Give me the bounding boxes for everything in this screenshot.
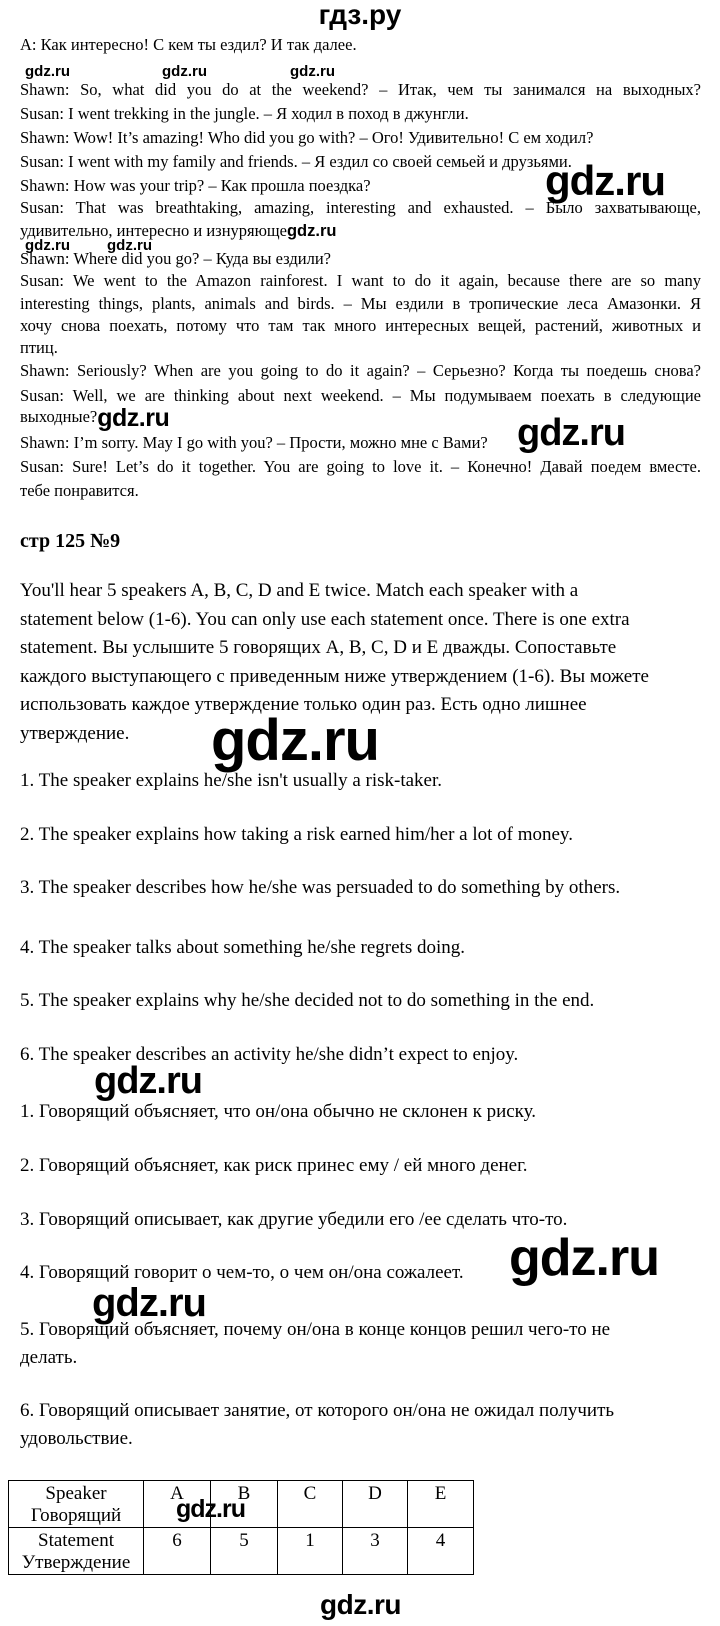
dialog-line: Susan: We went to the Amazon rainforest. I want to do it again, because there are so many: [20, 271, 701, 290]
answer-cell: 5: [211, 1528, 278, 1575]
statement-ru: 4. Говорящий говорит о чем-то, о чем он/она сожалеет.: [20, 1262, 464, 1283]
statement-label-cell: [9, 1528, 144, 1575]
dialog-line: Shawn: How was your trip? – Как прошла поездка?: [20, 176, 371, 195]
statement-ru: 3. Говорящий описывает, как другие убедили его /ее сделать что-то.: [20, 1209, 568, 1230]
dialog-line: Shawn: Seriously? When are you going to do it again? – Серьезно? Когда ты поедешь снова?: [20, 361, 701, 380]
speaker-cell: C: [278, 1481, 343, 1528]
statement-en: 2. The speaker explains how taking a risk earned him/her a lot of money.: [20, 824, 573, 845]
task-line: statement below (1-6). You can only use each statement once. There is one extra: [20, 609, 630, 630]
watermark: gdz.ru: [211, 708, 379, 773]
statement-en: 5. The speaker explains why he/she decided not to do something in the end.: [20, 990, 595, 1011]
speaker-cell: E: [408, 1481, 474, 1528]
dialog-intro-line: А: Как интересно! С кем ты ездил? И так далее.: [20, 35, 357, 54]
watermark: gdz.ru: [517, 412, 625, 454]
dialog-line: interesting things, plants, animals and birds. – Мы ездили в тропические леса Амазонки. Я: [20, 294, 701, 313]
task-line: использовать каждое утверждение только один раз. Есть одно лишнее: [20, 694, 587, 715]
statement-ru: 2. Говорящий объясняет, как риск принес ему / ей много денег.: [20, 1155, 528, 1176]
watermark: gdz.ru: [107, 237, 152, 254]
task-line: You'll hear 5 speakers A, B, C, D and E twice. Match each speaker with a: [20, 580, 579, 601]
watermark: gdz.ru: [25, 237, 70, 254]
dialog-line-text: удивительно, интересно и изнуряюще: [20, 221, 287, 240]
task-line: каждого выступающего с приведенным ниже утверждением (1-6). Вы можете: [20, 666, 649, 687]
answer-cell: 4: [408, 1528, 474, 1575]
statement-label-en: Statement: [38, 1530, 114, 1551]
table-row-statement: [9, 1528, 474, 1575]
statement-ru: делать.: [20, 1347, 78, 1368]
dialog-line: Susan: I went trekking in the jungle. – Я ходил в поход в джунгли.: [20, 104, 469, 123]
watermark: gdz.ru: [545, 157, 665, 204]
dialog-line: Susan: Well, we are thinking about next weekend. – Мы подумываем поехать в следующие: [20, 386, 701, 405]
statement-en: 6. The speaker describes an activity he/she didn’t expect to enjoy.: [20, 1044, 519, 1065]
statement-label-ru: Утверждение: [21, 1552, 131, 1573]
speaker-cell: D: [343, 1481, 408, 1528]
dialog-line: Susan: Sure! Let’s do it together. You are going to love it. – Конечно! Давай поедем вместе.: [20, 457, 701, 476]
watermark: gdz.ru: [290, 63, 335, 80]
task-line: statement. Вы услышите 5 говорящих А, В, С, D и Е дважды. Сопоставьте: [20, 637, 617, 658]
watermark: gdz.ru: [92, 1281, 206, 1325]
statement-en: 3. The speaker describes how he/she was persuaded to do something by others.: [20, 877, 621, 898]
watermark: gdz.ru: [176, 1495, 245, 1523]
statement-ru: 1. Говорящий объясняет, что он/она обычно не склонен к риску.: [20, 1101, 536, 1122]
answer-cell: 6: [144, 1528, 211, 1575]
speaker-label-ru: Говорящий: [30, 1505, 122, 1526]
watermark: gdz.ru: [25, 63, 70, 80]
watermark: gdz.ru: [97, 404, 170, 432]
answer-cell: 1: [278, 1528, 343, 1575]
dialog-line: птиц.: [20, 338, 58, 357]
watermark: gdz.ru: [320, 1589, 401, 1620]
dialog-line: Susan: I went with my family and friends. – Я ездил со своей семьей и друзьями.: [20, 152, 572, 171]
task-line: утверждение.: [20, 723, 130, 744]
watermark: gdz.ru: [94, 1060, 202, 1102]
dialog-line: Shawn: Wow! It’s amazing! Who did you go with? – Ого! Удивительно! С ем ходил?: [20, 128, 594, 147]
dialog-line: Shawn: So, what did you do at the weekend? – Итак, чем ты занимался на выходных?: [20, 80, 701, 99]
watermark: gdz.ru: [509, 1229, 659, 1287]
speaker-cell: A: [144, 1481, 211, 1528]
speaker-label-cell: [9, 1481, 144, 1528]
watermark: gdz.ru: [162, 63, 207, 80]
dialog-line: Shawn: Where did you go? – Куда вы ездили?: [20, 249, 332, 268]
statement-ru: 6. Говорящий описывает занятие, от которого он/она не ожидал получить: [20, 1400, 615, 1421]
section-heading: стр 125 №9: [20, 530, 121, 552]
speaker-cell: B: [211, 1481, 278, 1528]
watermark: gdz.ru: [286, 222, 337, 240]
dialog-line-text: выходные?: [20, 407, 98, 426]
dialog-line: тебе понравится.: [20, 481, 139, 500]
statement-ru: удовольствие.: [20, 1428, 133, 1449]
dialog-line: Susan: That was breathtaking, amazing, interesting and exhausted. – Было захватывающе,: [20, 198, 701, 217]
dialog-line: хочу снова поехать, потому что там так много интересных вещей, растений, животных и: [20, 316, 701, 335]
site-logo: гдз.ру: [318, 0, 402, 30]
answer-cell: 3: [343, 1528, 408, 1575]
speaker-label-en: Speaker: [45, 1483, 107, 1504]
statement-ru: 5. Говорящий объясняет, почему он/она в конце концов решил чего-то не: [20, 1319, 611, 1340]
statement-en: 4. The speaker talks about something he/she regrets doing.: [20, 937, 465, 958]
statement-en: 1. The speaker explains he/she isn't usually a risk-taker.: [20, 770, 443, 791]
dialog-line: Shawn: I’m sorry. May I go with you? – Прости, можно мне с Вами?: [20, 433, 488, 452]
